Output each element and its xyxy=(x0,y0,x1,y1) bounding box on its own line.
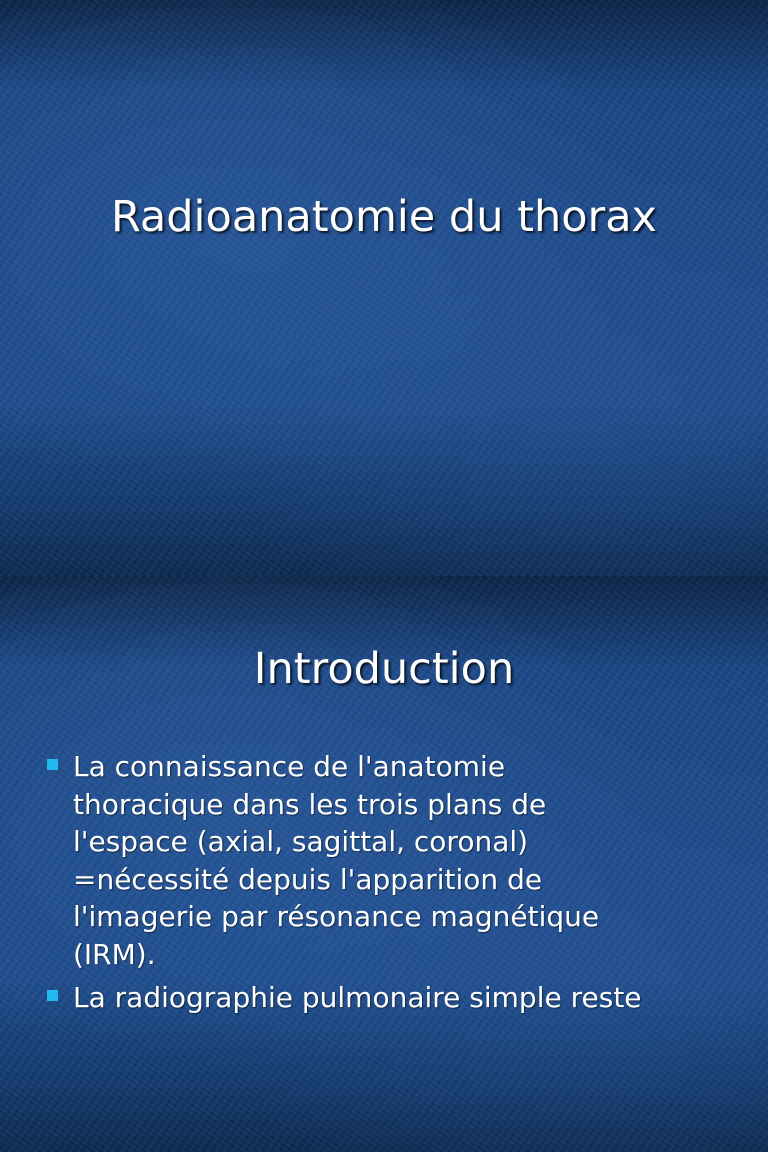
bullet-line: l'imagerie par résonance magnétique xyxy=(73,900,600,933)
square-bullet-icon xyxy=(47,990,58,1001)
bullet-line: La radiographie pulmonaire simple reste xyxy=(73,981,642,1014)
square-bullet-icon xyxy=(47,759,58,770)
slide-2-title: Introduction xyxy=(253,644,515,694)
bullet-line: =nécessité depuis l'apparition de xyxy=(73,862,543,896)
bullet-item xyxy=(46,748,736,973)
bullet-item xyxy=(46,979,736,1017)
bullet-line: (IRM). xyxy=(73,937,156,971)
bullet-list xyxy=(46,748,736,1023)
bullet-line: l'espace (axial, sagittal, coronal) xyxy=(73,825,529,858)
bullet-line: thoracique dans les trois plans de xyxy=(73,787,547,821)
slide-1-title: Radioanatomie du thorax xyxy=(110,192,658,242)
slide-2 xyxy=(0,576,768,1152)
bullet-line: La connaissance de l'anatomie xyxy=(73,750,506,783)
